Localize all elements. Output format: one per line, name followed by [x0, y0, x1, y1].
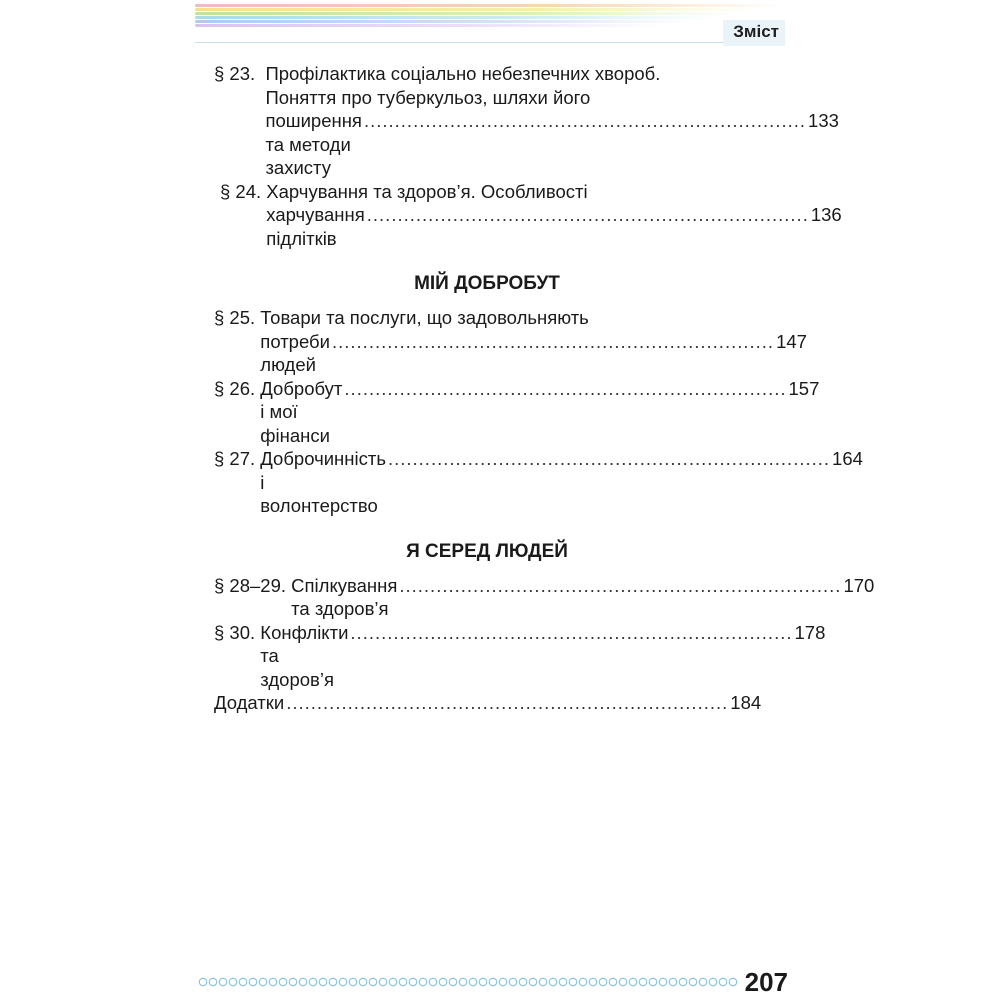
toc-entry-number: § 28–29. — [214, 574, 292, 596]
toc-entry-text: Товари та послуги, що задовольняють — [260, 307, 589, 328]
leader-dots: ........................................................................ — [286, 692, 729, 713]
toc-page-number: 147 — [776, 330, 807, 352]
toc-page-number: 136 — [810, 204, 842, 225]
toc-entry-text: Добробут і мої фінанси — [260, 377, 343, 446]
toc-entry-text: Харчування та здоров’я. Особливості — [266, 180, 588, 202]
section-heading-among-people: Я СЕРЕД ЛЮДЕЙ — [406, 540, 568, 562]
toc-entry-25[interactable] — [214, 306, 807, 377]
leader-dots: ........................................................................ — [399, 574, 842, 596]
toc-entry-text: потреби людей — [260, 330, 330, 375]
toc-entry-text: Спілкування та здоров’я — [291, 574, 398, 619]
toc-page-number: 170 — [843, 574, 875, 596]
toc-entry-28-29[interactable] — [214, 574, 875, 621]
toc-entry-number: § 23. — [214, 63, 266, 84]
leader-dots: ........................................................................ — [387, 448, 831, 469]
page-number: 207 — [744, 967, 788, 997]
toc-entry-text: Додатки — [214, 692, 285, 713]
decorative-wave-border — [198, 976, 738, 988]
toc-entry-number: § 25. — [214, 307, 261, 328]
decorative-stripes — [195, 4, 785, 44]
toc-page-number: 164 — [832, 448, 863, 469]
toc-entry-appendix[interactable] — [214, 691, 760, 715]
header-title: Зміст — [723, 20, 785, 46]
toc-entry-24[interactable] — [214, 180, 842, 251]
toc-entry-30[interactable] — [214, 621, 826, 692]
toc-entry-text: поширення та методи захисту — [265, 110, 362, 178]
toc-entry-26[interactable] — [214, 377, 820, 448]
toc-page-number: 184 — [730, 692, 762, 713]
header-divider — [195, 42, 785, 43]
toc-entry-27[interactable] — [214, 447, 863, 518]
toc-page-number: 178 — [794, 621, 826, 643]
page-header — [195, 4, 785, 44]
toc-page-number: 133 — [808, 110, 839, 131]
toc-entry-23[interactable] — [214, 62, 839, 180]
toc-entry-number: § 24. — [220, 180, 267, 202]
leader-dots: ........................................................................ — [366, 204, 809, 225]
leader-dots: ........................................................................ — [331, 330, 775, 352]
toc-entry-text: харчування підлітків — [266, 204, 365, 249]
leader-dots: ........................................................................ — [363, 110, 807, 131]
page-footer — [198, 968, 788, 998]
section-heading-wellbeing: МІЙ ДОБРОБУТ — [414, 273, 560, 294]
table-of-contents — [214, 62, 875, 715]
leader-dots: ........................................................................ — [350, 621, 793, 643]
toc-entry-text: Поняття про туберкульоз, шляхи його — [265, 86, 591, 108]
leader-dots: ........................................................................ — [344, 377, 787, 399]
toc-entry-number: § 30. — [214, 621, 261, 643]
toc-entry-text: Доброчинність і волонтерство — [260, 448, 386, 516]
toc-page-number: 157 — [788, 377, 820, 399]
toc-entry-text: Профілактика соціально небезпечних хвороб. — [265, 63, 661, 84]
toc-entry-text: Конфлікти та здоров’я — [260, 621, 349, 690]
toc-entry-number: § 26. — [214, 377, 261, 399]
toc-entry-number: § 27. — [214, 448, 261, 469]
